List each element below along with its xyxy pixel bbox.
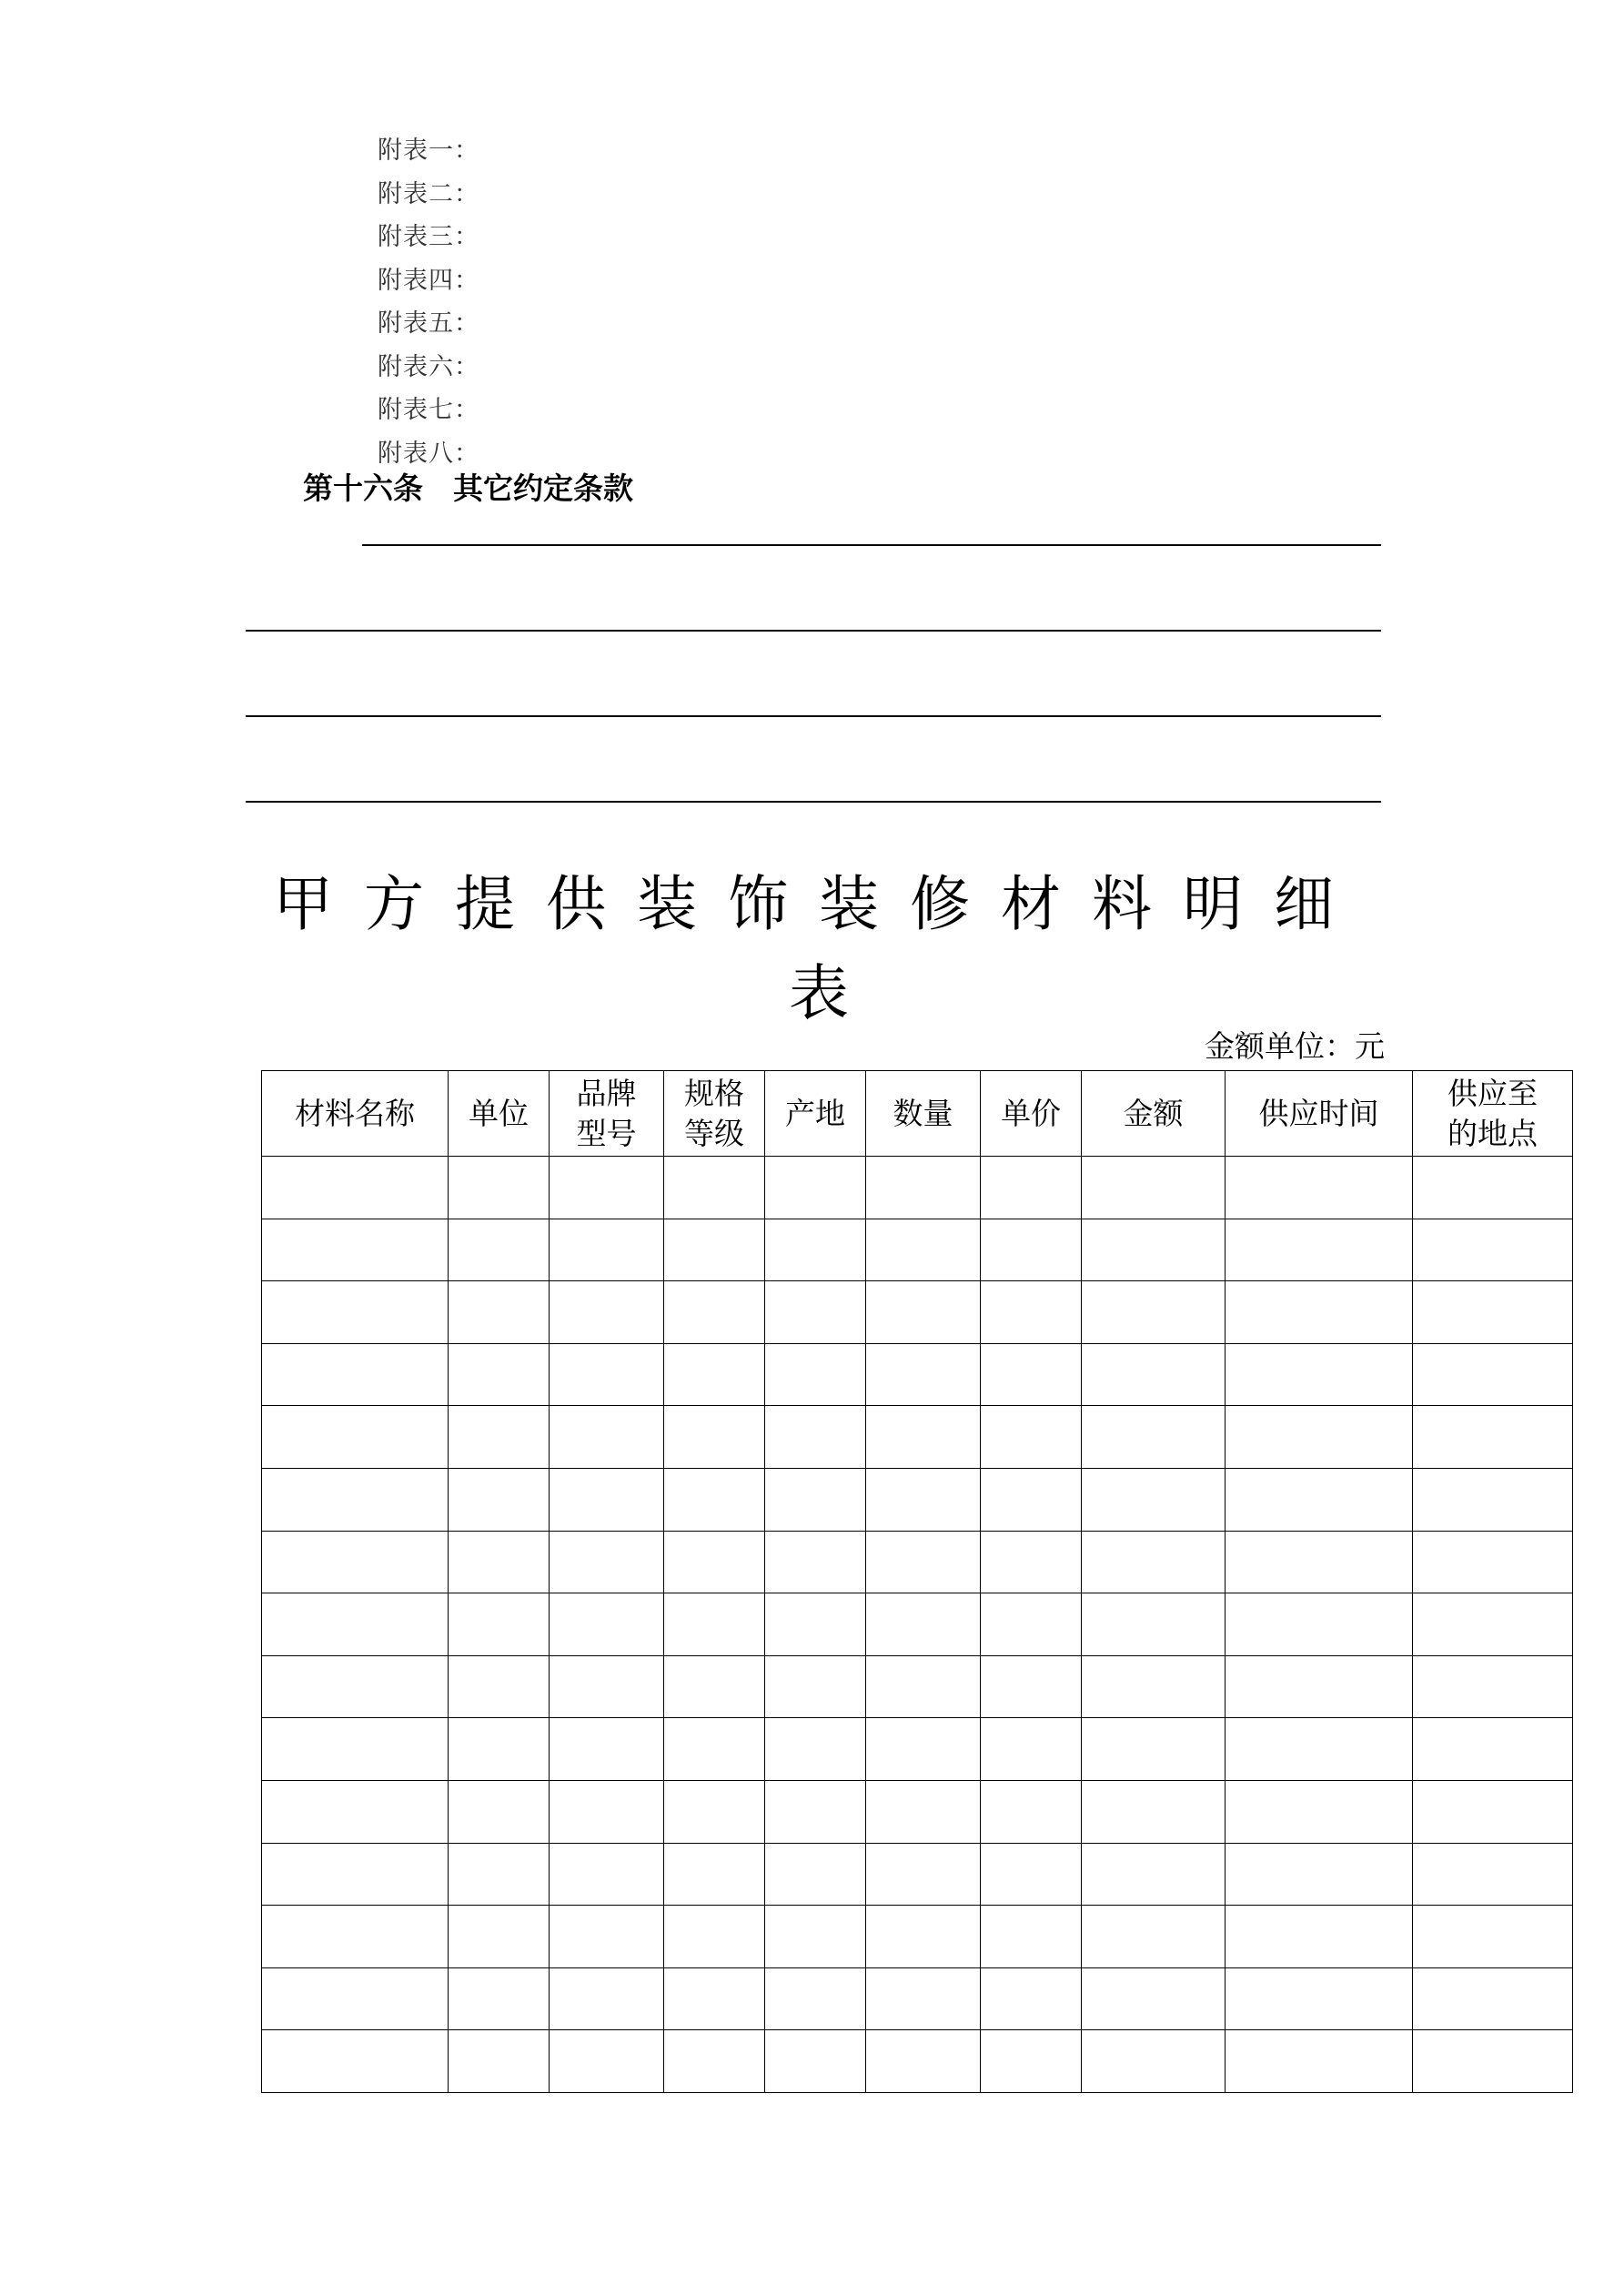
table-cell [1082,1593,1226,1656]
table-cell [1413,1406,1573,1469]
table-cell [664,1531,765,1593]
table-cell [1413,1281,1573,1344]
table-cell [550,1406,664,1469]
column-header-text: 金额 [1123,1095,1184,1131]
table-cell [765,1780,866,1843]
table-cell [664,1906,765,1968]
table-row [262,1531,1573,1593]
table-cell [1413,1343,1573,1406]
table-row [262,1343,1573,1406]
table-cell [1082,1655,1226,1718]
table-cell [1082,1906,1226,1968]
table-cell [765,2030,866,2093]
table-cell [866,1468,981,1531]
amount-unit-note: 金额单位：元 [1205,1028,1385,1064]
fill-in-line [246,630,1381,632]
table-cell [262,1406,449,1469]
table-cell [550,1718,664,1781]
table-cell [550,1655,664,1718]
table-cell [866,1157,981,1219]
table-row [262,1967,1573,2030]
table-cell [1413,1468,1573,1531]
table-cell [449,1219,550,1281]
column-header [262,1071,449,1157]
table-cell [866,1593,981,1656]
table-cell [550,1593,664,1656]
table-cell [1226,1655,1413,1718]
table-cell [449,1780,550,1843]
table-cell [664,1343,765,1406]
table-cell [262,1906,449,1968]
table-cell [550,1219,664,1281]
fill-in-line [246,715,1381,717]
article-heading: 第十六条 其它约定条款 [303,470,633,506]
table-cell [866,1281,981,1344]
column-header-text: 等级 [684,1115,744,1151]
appendix-item: 附表五： [378,309,479,338]
table-cell [1082,1718,1226,1781]
table-cell [1082,1531,1226,1593]
table-cell [449,1343,550,1406]
table-cell [262,1780,449,1843]
column-header-text: 材料名称 [295,1095,415,1131]
table-cell [1413,1655,1573,1718]
table-cell [866,1843,981,1906]
table-cell [765,1967,866,2030]
column-header [1082,1071,1226,1157]
table-row [262,1281,1573,1344]
table-cell [449,1593,550,1656]
table-cell [262,2030,449,2093]
table-cell [550,1468,664,1531]
column-header-text: 产地 [785,1095,845,1131]
table-row [262,1780,1573,1843]
table-cell [664,1281,765,1344]
column-header-text: 单价 [1001,1095,1061,1131]
table-cell [1226,1157,1413,1219]
table-cell [449,2030,550,2093]
table-cell [449,1281,550,1344]
column-header-text: 型号 [576,1115,637,1151]
column-header-text: 规格 [684,1075,744,1111]
appendix-item: 附表二： [378,179,479,208]
column-header [449,1071,550,1157]
table-cell [1082,1219,1226,1281]
table-cell [262,1593,449,1656]
table-cell [664,1468,765,1531]
column-header [981,1071,1082,1157]
table-cell [981,1468,1082,1531]
table-row [262,1468,1573,1531]
table-cell [550,1967,664,2030]
fill-in-line [246,801,1381,803]
appendix-item: 附表八： [378,439,479,468]
table-cell [262,1219,449,1281]
column-header [866,1071,981,1157]
table-cell [866,1531,981,1593]
appendix-item: 附表七： [378,396,479,424]
table-cell [1226,1843,1413,1906]
column-header [1226,1071,1413,1157]
column-header [664,1071,765,1157]
table-cell [664,1843,765,1906]
table-cell [262,1843,449,1906]
table-cell [981,1843,1082,1906]
table-cell [550,1281,664,1344]
table-cell [1413,1157,1573,1219]
table-cell [765,1219,866,1281]
table-cell [1226,1593,1413,1656]
table-cell [449,1157,550,1219]
table-cell [981,1655,1082,1718]
table-row [262,1655,1573,1718]
table-cell [1226,2030,1413,2093]
table-cell [765,1531,866,1593]
table-cell [765,1906,866,1968]
appendix-item: 附表六： [378,352,479,381]
table-cell [664,1655,765,1718]
table-cell [1082,1157,1226,1219]
table-cell [550,1843,664,1906]
table-cell [765,1593,866,1656]
table-row [262,2030,1573,2093]
table-cell [262,1281,449,1344]
table-cell [664,1967,765,2030]
table-cell [550,1780,664,1843]
table-cell [765,1468,866,1531]
table-cell [1226,1343,1413,1406]
table-cell [1082,1843,1226,1906]
column-header-text: 品牌 [576,1075,637,1111]
table-cell [1413,1219,1573,1281]
table-cell [765,1157,866,1219]
table-cell [664,2030,765,2093]
table-cell [1226,1468,1413,1531]
column-header-text: 数量 [893,1095,953,1131]
table-cell [981,1593,1082,1656]
table-cell [981,1219,1082,1281]
table-row [262,1219,1573,1281]
table-cell [981,1780,1082,1843]
table-cell [664,1780,765,1843]
column-header-text: 供应至 [1447,1075,1538,1111]
document-title [273,860,1365,1038]
appendix-item: 附表一： [378,137,479,165]
table-cell [866,1219,981,1281]
table-cell [664,1593,765,1656]
table-cell [550,1343,664,1406]
table-cell [664,1718,765,1781]
table-cell [765,1406,866,1469]
table-cell [765,1281,866,1344]
table-cell [1082,1780,1226,1843]
table-cell [981,1967,1082,2030]
table-cell [262,1157,449,1219]
table-cell [1413,1593,1573,1656]
materials-table [261,1070,1573,2093]
table-row [262,1906,1573,1968]
table-cell [866,1406,981,1469]
document-title-line2: 表 [789,958,849,1028]
appendix-list [378,129,479,475]
table-cell [981,1718,1082,1781]
table-cell [262,1967,449,2030]
table-cell [1226,1219,1413,1281]
column-header [765,1071,866,1157]
table-cell [550,1531,664,1593]
table-cell [262,1655,449,1718]
document-title-line1: 甲方提供装饰装修材料明细 [273,869,1365,939]
table-cell [866,1906,981,1968]
table-cell [449,1718,550,1781]
table-cell [1226,1967,1413,2030]
table-row [262,1593,1573,1656]
table-cell [550,1906,664,1968]
table-cell [449,1531,550,1593]
table-cell [866,2030,981,2093]
table-cell [262,1468,449,1531]
table-cell [1413,1780,1573,1843]
table-cell [765,1343,866,1406]
table-cell [866,1343,981,1406]
table-row [262,1406,1573,1469]
table-cell [262,1718,449,1781]
table-cell [1226,1906,1413,1968]
table-cell [449,1406,550,1469]
table-cell [981,1343,1082,1406]
table-cell [262,1343,449,1406]
table-cell [765,1655,866,1718]
table-cell [866,1780,981,1843]
table-cell [981,1157,1082,1219]
table-cell [1082,1343,1226,1406]
table-cell [1413,1531,1573,1593]
column-header-text: 供应时间 [1258,1095,1379,1131]
appendix-item: 附表四： [378,266,479,295]
table-cell [866,1655,981,1718]
fill-in-line [362,544,1381,546]
table-cell [1082,2030,1226,2093]
table-cell [1082,1281,1226,1344]
table-cell [664,1406,765,1469]
table-cell [1413,1843,1573,1906]
table-cell [1413,1906,1573,1968]
table-cell [1413,1718,1573,1781]
table-cell [981,1281,1082,1344]
appendix-item: 附表三： [378,223,479,251]
table-row [262,1718,1573,1781]
table-cell [1226,1780,1413,1843]
table-body [262,1157,1573,2093]
column-header [550,1071,664,1157]
table-cell [1413,1967,1573,2030]
column-header-text: 单位 [469,1095,529,1131]
table-cell [449,1906,550,1968]
table-row [262,1843,1573,1906]
table-cell [765,1843,866,1906]
table-cell [981,1906,1082,1968]
table-cell [449,1843,550,1906]
table-cell [1413,2030,1573,2093]
table-cell [1082,1468,1226,1531]
table-cell [1082,1406,1226,1469]
table-cell [664,1157,765,1219]
table-cell [449,1967,550,2030]
table-cell [262,1531,449,1593]
table-cell [866,1718,981,1781]
table-cell [866,1967,981,2030]
column-header-text: 的地点 [1447,1115,1538,1151]
table-cell [981,2030,1082,2093]
column-header [1413,1071,1573,1157]
table-header-row [262,1071,1573,1157]
table-cell [1226,1406,1413,1469]
table-cell [449,1468,550,1531]
table-cell [550,1157,664,1219]
table-cell [449,1655,550,1718]
table-cell [664,1219,765,1281]
table-cell [981,1406,1082,1469]
table-cell [1226,1531,1413,1593]
table-cell [1226,1281,1413,1344]
table-cell [981,1531,1082,1593]
table-cell [1082,1967,1226,2030]
table-cell [550,2030,664,2093]
table-cell [765,1718,866,1781]
table-cell [1226,1718,1413,1781]
table-row [262,1157,1573,1219]
